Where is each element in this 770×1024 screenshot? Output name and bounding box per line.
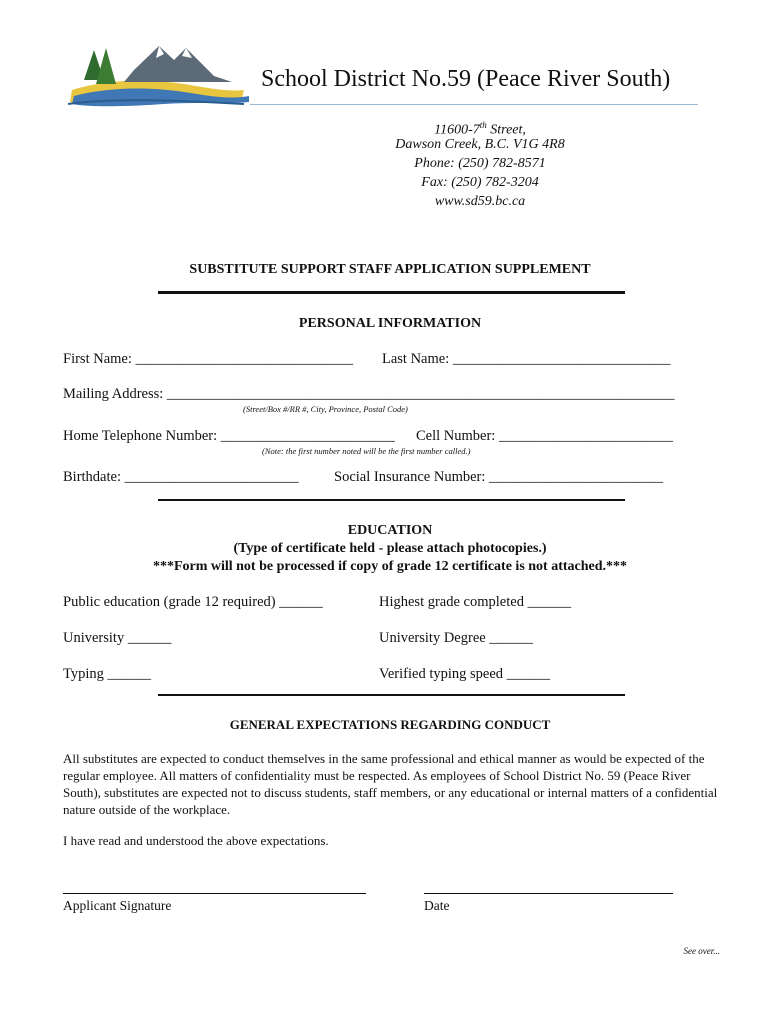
address-street: 11600-7th Street, — [434, 120, 526, 138]
home-phone-field[interactable]: Home Telephone Number: ________________________ — [63, 428, 395, 444]
personal-divider — [158, 499, 625, 501]
highest-grade-field[interactable]: Highest grade completed ______ — [379, 594, 572, 610]
typing-speed-field[interactable]: Verified typing speed ______ — [379, 666, 551, 682]
address-fax: Fax: (250) 782-3204 — [421, 175, 539, 190]
personal-info-heading: PERSONAL INFORMATION — [298, 316, 482, 331]
mailing-address-field[interactable]: Mailing Address: ______________________________________________________________________ — [63, 386, 675, 402]
phone-note: (Note: the first number noted will be the first number called.) — [262, 446, 471, 456]
address-website: www.sd59.bc.ca — [434, 194, 526, 209]
university-field[interactable]: University ______ — [63, 630, 172, 646]
first-name-field[interactable]: First Name: ______________________________ — [63, 351, 353, 367]
education-divider — [158, 694, 625, 696]
title-divider — [158, 291, 625, 294]
address-city: Dawson Creek, B.C. V1G 4R8 — [395, 137, 565, 152]
sin-field[interactable]: Social Insurance Number: ________________________ — [334, 469, 664, 485]
district-name: School District No.59 (Peace River South) — [261, 66, 671, 92]
form-title: SUBSTITUTE SUPPORT STAFF APPLICATION SUPPLEMENT — [189, 262, 591, 277]
education-subheading: (Type of certificate held - please attach photocopies.) — [233, 541, 547, 556]
public-education-field[interactable]: Public education (grade 12 required) ______ — [63, 594, 323, 610]
education-heading: EDUCATION — [347, 523, 433, 538]
date-line[interactable] — [424, 893, 673, 894]
see-over-note: See over... — [683, 946, 720, 956]
last-name-field[interactable]: Last Name: ______________________________ — [382, 351, 671, 367]
district-address — [300, 116, 660, 211]
applicant-signature-line[interactable] — [63, 893, 366, 894]
conduct-heading: GENERAL EXPECTATIONS REGARDING CONDUCT — [229, 717, 551, 732]
conduct-paragraph: All substitutes are expected to conduct themselves in the same professional and ethical manner as would be expected of the regular employee. All matters of confidentiality must be respected. As employees of School District No. 59 (Peace River South), substitutes are expected not to discuss students, staff members, or any educational or internal matters of a confidential nature outside of the workplace. — [63, 751, 718, 817]
cell-number-field[interactable]: Cell Number: ________________________ — [416, 428, 673, 444]
mailing-address-note: (Street/Box #/RR #, City, Province, Postal Code) — [243, 404, 408, 414]
university-degree-field[interactable]: University Degree ______ — [379, 630, 533, 646]
acknowledge-text: I have read and understood the above expectations. — [63, 833, 329, 848]
header-divider — [250, 104, 698, 105]
education-warning: ***Form will not be processed if copy of grade 12 certificate is not attached.*** — [152, 559, 628, 574]
district-logo — [64, 40, 254, 112]
typing-field[interactable]: Typing ______ — [63, 666, 151, 682]
address-phone: Phone: (250) 782-8571 — [414, 156, 546, 171]
date-label: Date — [424, 898, 450, 913]
applicant-signature-label: Applicant Signature — [63, 898, 172, 913]
birthdate-field[interactable]: Birthdate: ________________________ — [63, 469, 299, 485]
